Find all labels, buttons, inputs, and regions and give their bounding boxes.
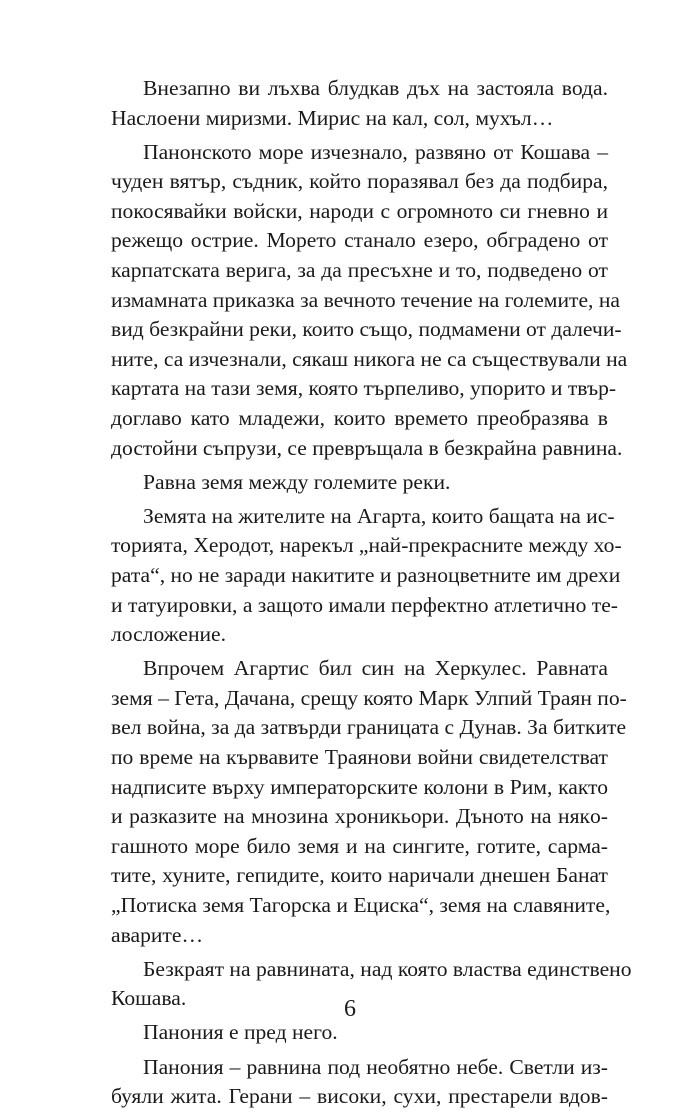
text-line: режещо острие. Морето станало езеро, обградено от [111, 228, 608, 253]
text-line: Равна земя между големите реки. [143, 469, 451, 494]
text-line: торията, Херодот, нарекъл „най-прекрасните между хо- [111, 533, 622, 558]
text-line: чуден вятър, съдник, който поразявал без да подбира, [111, 169, 608, 194]
text-line: по време на кървавите Траянови войни свидетелстват [111, 745, 608, 770]
text-line: ните, са изчезнали, сякаш никога не са съществували на [111, 346, 628, 371]
paragraph [111, 1053, 608, 1112]
text-line: измамната приказка за вечното течение на големите, на [111, 287, 620, 312]
text-line: аварите… [111, 922, 204, 947]
text-line: Панония – равнина под необятно небе. Светли из- [143, 1054, 608, 1079]
page-number: 6 [344, 996, 356, 1022]
text-line: карпатската верига, за да пресъхне и то, подведено от [111, 258, 608, 283]
paragraph [111, 74, 608, 133]
paragraph [111, 654, 627, 950]
text-line: и татуировки, а защото имали перфектно атлетично те- [111, 592, 618, 617]
page-body [111, 74, 632, 1116]
text-line: Земята на жителите на Агарта, които бащата на ис- [143, 503, 615, 528]
text-line: картата на тази земя, която търпеливо, упорито и твър- [111, 376, 617, 401]
paragraph [111, 468, 608, 498]
text-line: Панонското море изчезнало, развяно от Кошава – [143, 139, 608, 164]
text-line: земя – Гета, Дачана, срещу която Марк Улпий Траян по- [111, 685, 627, 710]
text-line: Впрочем Агартис бил син на Херкулес. Равната [143, 656, 608, 681]
text-line: и разказите на мнозина хроникьори. Дъното на някo- [111, 804, 608, 829]
text-line: Панония е пред него. [143, 1020, 338, 1045]
text-line: рата“, но не заради накитите и разноцветните им дрехи [111, 563, 621, 587]
text-line: покосявайки войски, народи с огромното си гневно и [111, 198, 608, 223]
text-line: вел война, за да затвърди границата с Дунав. За битките [111, 715, 627, 740]
paragraph [111, 138, 628, 464]
text-line: лосложение. [111, 622, 227, 647]
text-line: Наслоени миризми. Мирис на кал, сол, мухъл… [111, 105, 554, 130]
text-line: тите, хуните, гепидите, които наричали днешен Банат [111, 863, 608, 888]
text-line: буяли жита. Герани – високи, сухи, престарели вдов- [111, 1084, 608, 1109]
text-line: надписите върху императорските колони в Рим, както [111, 774, 608, 799]
text-line: „Потиска земя Тагорска и Ециска“, земя на славяните, [111, 893, 611, 918]
text-line: вид безкрайни реки, които също, подмамени от далечи- [111, 317, 622, 342]
text-line: достойни съпрузи, се превръщала в безкрайна равнина. [111, 435, 623, 460]
text-line: Внезапно ви лъхва блудкав дъх на застояла вода. [143, 76, 608, 100]
text-line: Кошава. [111, 986, 187, 1011]
paragraph [111, 502, 622, 650]
text-line: доглаво като младежи, които времето преобразява в [111, 406, 608, 431]
text-line: Безкраят на равнината, над която властва единствено [143, 956, 632, 981]
text-line: гашното море било земя и на сингите, готите, сарма- [111, 833, 608, 858]
